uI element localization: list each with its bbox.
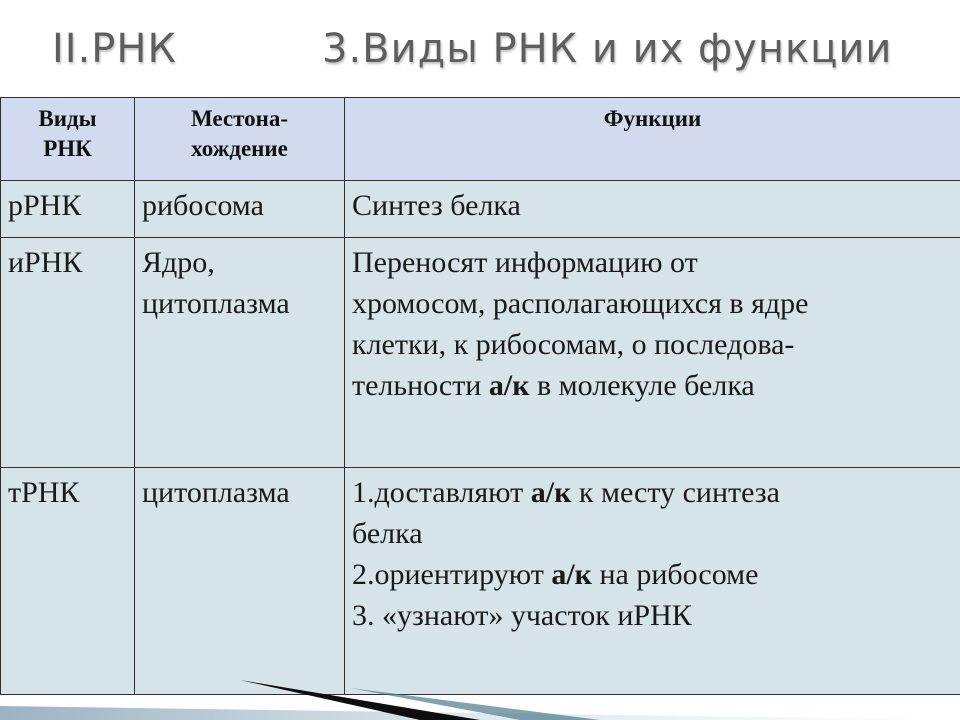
function-line [352,185,954,226]
function-cell [345,181,960,238]
function-line [352,595,954,636]
header-location: Местона- хождение [135,98,345,181]
title-section-number: II.РНК [52,26,177,72]
slide-title [52,26,952,86]
function-line [352,242,954,283]
location-line: Ядро, [142,246,215,279]
rna-type-cell: тРНК [1,468,135,695]
table-row [1,181,960,238]
location-line: рибосома [142,189,264,222]
location-cell [135,181,345,238]
function-text: 2.ориентируют [352,558,552,591]
function-line [352,324,954,365]
function-line [352,513,954,554]
function-text: 3. «узнают» участок иРНК [352,599,692,632]
decorative-swoosh [0,680,960,720]
location-line: цитоплазма [142,476,290,509]
function-text: клетки, к рибосомам, о последова- [352,328,795,361]
table-row [1,238,960,468]
function-text: белка [352,517,423,550]
location-cell [135,238,345,468]
header-functions: Функции [345,98,960,181]
function-line [352,472,954,513]
function-text: Переносят информацию от [352,246,698,279]
function-line [352,283,954,324]
table-header-row [1,98,960,181]
function-text: в молекуле белка [529,369,755,402]
function-text: хромосом, располагающихся в ядре [352,287,809,320]
amino-acid-abbr: а/к [488,369,530,402]
amino-acid-abbr: а/к [530,476,572,509]
header-types: Виды РНК [1,98,135,181]
rna-types-table [0,97,960,695]
function-line [352,554,954,595]
function-text: тельности [352,369,489,402]
rna-type-cell: рРНК [1,181,135,238]
amino-acid-abbr: а/к [551,558,592,591]
rna-type-cell: иРНК [1,238,135,468]
function-text: Синтез белка [352,189,521,222]
title-topic: 3.Виды РНК и их функции [322,26,893,72]
location-cell [135,468,345,695]
function-line [352,365,954,406]
function-text: 1.доставляют [352,476,531,509]
function-text: к месту синтеза [571,476,780,509]
function-cell [345,468,960,695]
table-row [1,468,960,695]
function-cell [345,238,960,468]
function-text: на рибосоме [591,558,759,591]
location-line: цитоплазма [142,287,290,320]
